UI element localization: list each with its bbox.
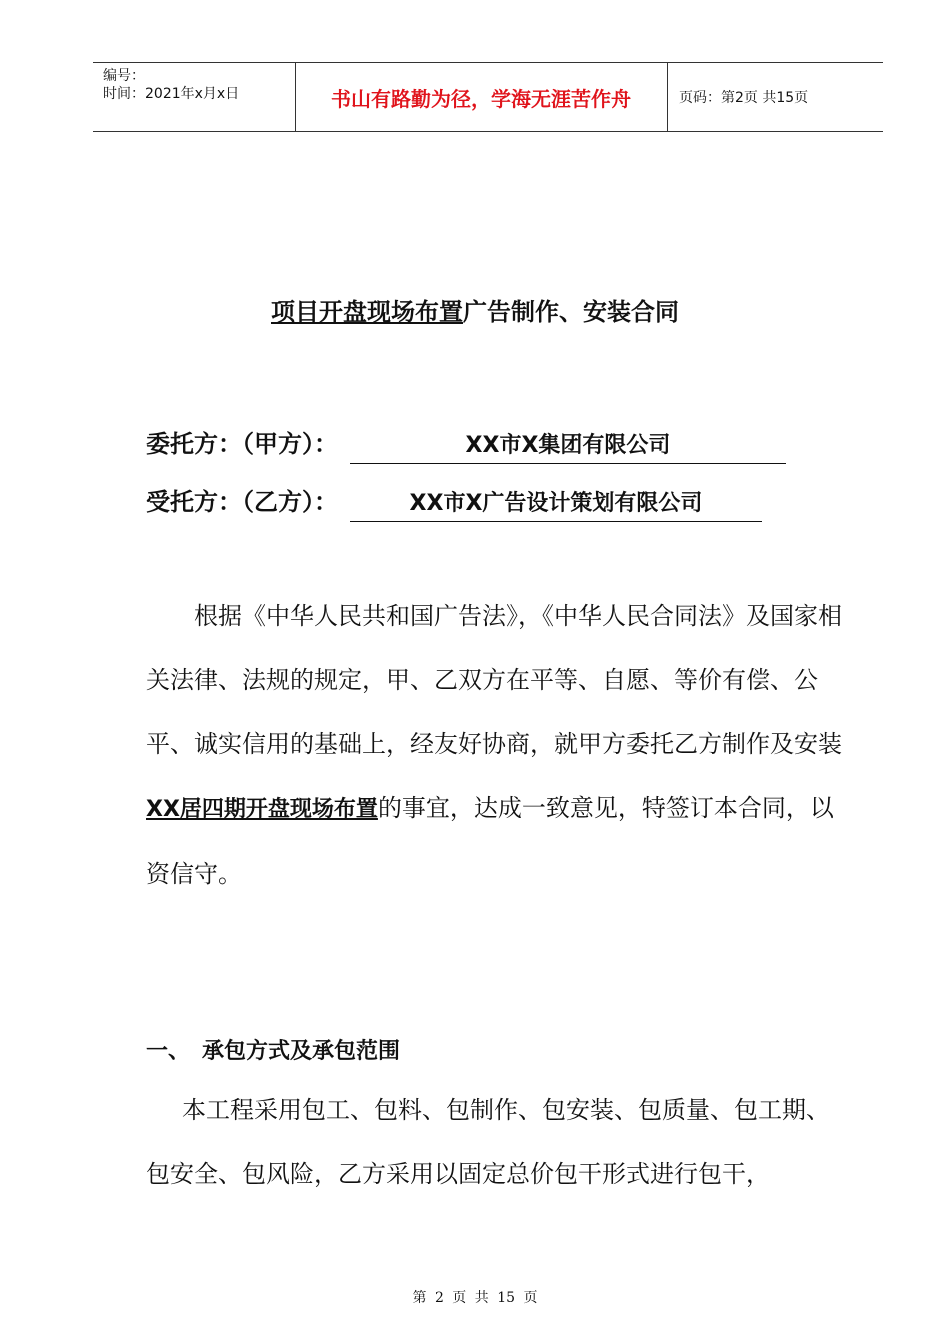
party-a-label: 委托方：（甲方）： <box>146 430 338 458</box>
party-b-line <box>146 482 762 522</box>
document-title <box>0 292 950 327</box>
header-table <box>93 62 883 132</box>
header-divider <box>667 63 668 131</box>
intro-part2: 的事宜，达成一致意见，特签订本合同，以资信守。 <box>146 794 834 888</box>
intro-part1: 根据《中华人民共和国广告法》，《中华人民合同法》及国家相关法律、法规的规定，甲、乙双方在平等、自愿、等价有偿、公平、诚实信用的基础上，经友好协商，就甲方委托乙方制作及安装 <box>146 602 842 758</box>
party-b-label: 受托方：（乙方）： <box>146 488 338 516</box>
header-page-info: 页码：第2页 共15页 <box>679 90 809 106</box>
section-1-body: 本工程采用包工、包料、包制作、包安装、包质量、包工期、包安全、包风险，乙方采用以固定总价包干形式进行包干， <box>146 1096 830 1188</box>
time-label: 时间：2021年x月x日 <box>103 86 240 102</box>
number-label: 编号： <box>103 68 145 84</box>
party-a-line <box>146 424 786 464</box>
intro-project-name: XX居四期开盘现场布置 <box>146 797 378 822</box>
party-b-value: XX市X广告设计策划有限公司 <box>350 487 762 522</box>
intro-paragraph <box>146 584 846 906</box>
header-meta <box>103 67 239 103</box>
page-footer: 第 2 页 共 15 页 <box>412 1290 538 1306</box>
title-underlined: 项目开盘现场布置 <box>271 298 463 326</box>
title-rest: 广告制作、安装合同 <box>463 298 679 326</box>
header-motto: 书山有路勤为径，学海无涯苦作舟 <box>331 86 631 111</box>
party-a-value: XX市X集团有限公司 <box>350 429 786 464</box>
section-1-number: 一、 <box>146 1039 191 1064</box>
section-1-title: 承包方式及承包范围 <box>202 1039 401 1064</box>
section-1-heading <box>146 1034 400 1065</box>
